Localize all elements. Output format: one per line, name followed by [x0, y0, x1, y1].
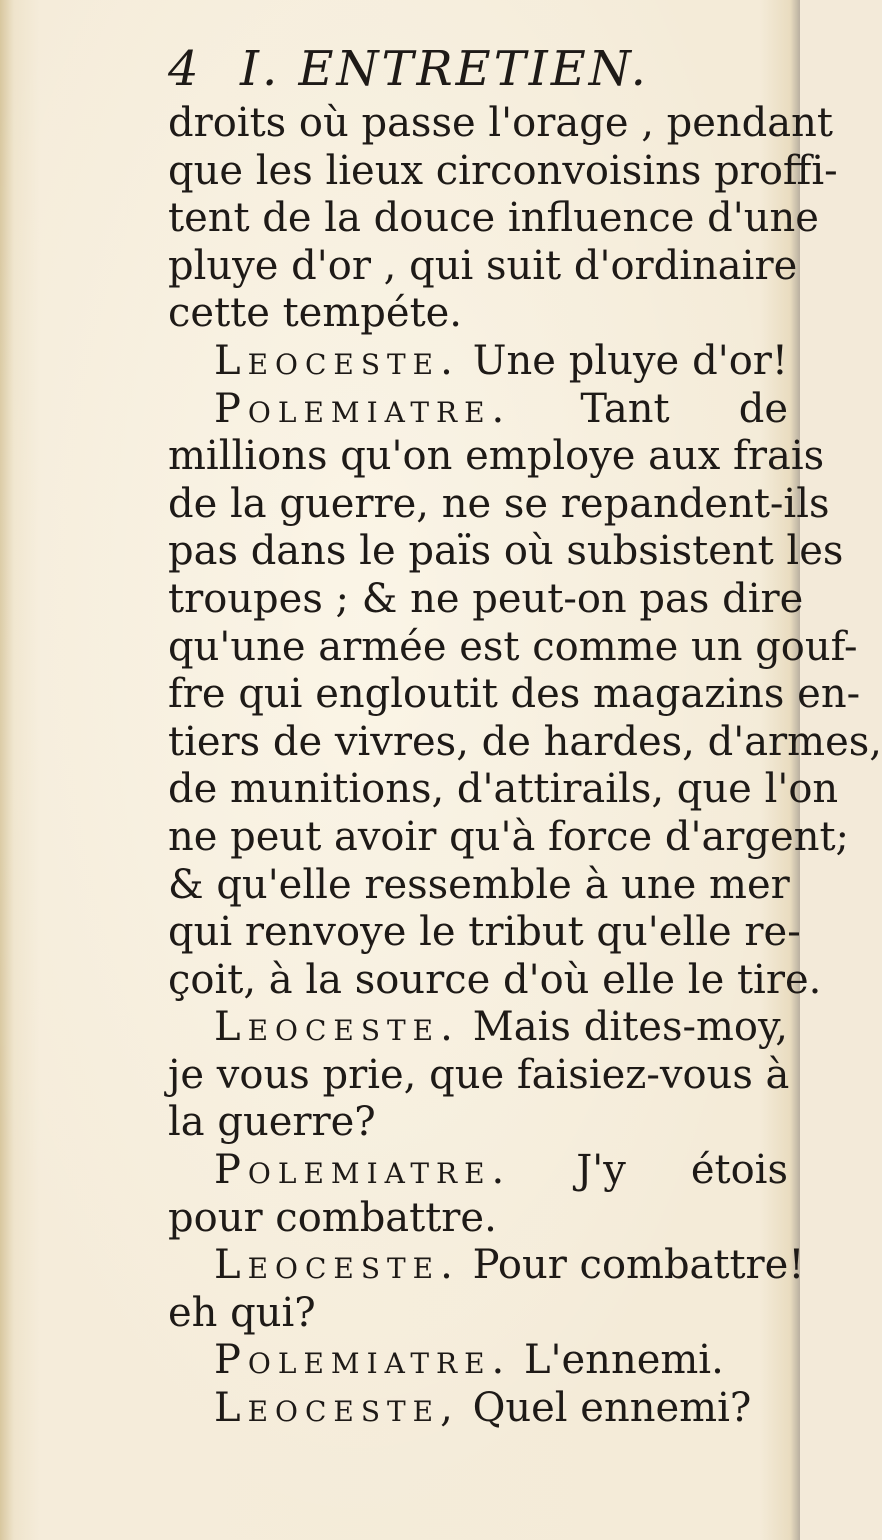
speech-text: Tant de — [580, 385, 789, 432]
text-line: tent de la douce influence d'une — [168, 195, 819, 242]
speech-text: J'y étois — [576, 1147, 788, 1194]
text-line: pas dans le païs où subsistent les — [168, 528, 844, 575]
speaker-name: Polemiatre. — [214, 1147, 512, 1194]
text-line: tiers de vivres, de hardes, d'armes, — [168, 718, 882, 765]
text-line: qui renvoye le tribut qu'elle re- — [168, 909, 801, 956]
text-line: que les lieux circonvoisins proffi- — [168, 147, 838, 194]
speech-line — [168, 1147, 788, 1195]
text-line: pour combattre. — [168, 1194, 497, 1241]
speaker-name: Polemiatre. — [214, 1337, 512, 1384]
speech-line — [168, 1337, 788, 1385]
text-line: fre qui engloutit des magazins en- — [168, 671, 861, 718]
text-line: la guerre? — [168, 1099, 376, 1146]
speech-text: L'ennemi. — [523, 1337, 724, 1384]
speaker-name: Polemiatre. — [214, 385, 512, 432]
speech-text: Quel ennemi? — [472, 1385, 752, 1432]
text-line: droits où passe l'orage , pendant — [168, 100, 833, 146]
text-line: ne peut avoir qu'à force d'argent; — [168, 813, 850, 860]
text-line: cette tempéte. — [168, 290, 463, 337]
speech-line — [168, 1242, 805, 1290]
text-line: troupes ; & ne peut-on pas dire — [168, 575, 804, 622]
text-line: de la guerre, ne se repandent-ils — [168, 480, 830, 527]
speaker-name: Leoceste, — [214, 1385, 460, 1432]
page-number: 4 — [168, 41, 202, 97]
text-line: & qu'elle ressemble à une mer — [168, 861, 790, 908]
running-title: I. ENTRETIEN. — [240, 41, 649, 97]
text-line: qu'une armée est comme un gouf- — [168, 623, 858, 670]
text-line: çoit, à la source d'où elle le tire. — [168, 956, 822, 1003]
speaker-name: Leoceste. — [214, 1242, 460, 1289]
dialogue-text — [168, 100, 882, 1433]
text-line: de munitions, d'attirails, que l'on — [168, 766, 839, 813]
speech-line — [168, 1385, 788, 1433]
text-line: pluye d'or , qui suit d'ordinaire — [168, 242, 798, 289]
text-line: eh qui? — [168, 1289, 316, 1336]
speech-text: Pour combattre! — [472, 1242, 805, 1289]
speech-line — [168, 338, 788, 386]
speech-line — [168, 386, 788, 434]
speech-text: Mais dites-moy, — [472, 1004, 788, 1051]
text-line: millions qu'on employe aux frais — [168, 433, 825, 480]
page-header — [168, 40, 748, 98]
speaker-name: Leoceste. — [214, 337, 460, 384]
text-line: je vous prie, que faisiez-vous à — [168, 1051, 790, 1098]
speech-line — [168, 1004, 788, 1052]
speech-text: Une pluye d'or! — [472, 337, 788, 384]
speaker-name: Leoceste. — [214, 1004, 460, 1051]
